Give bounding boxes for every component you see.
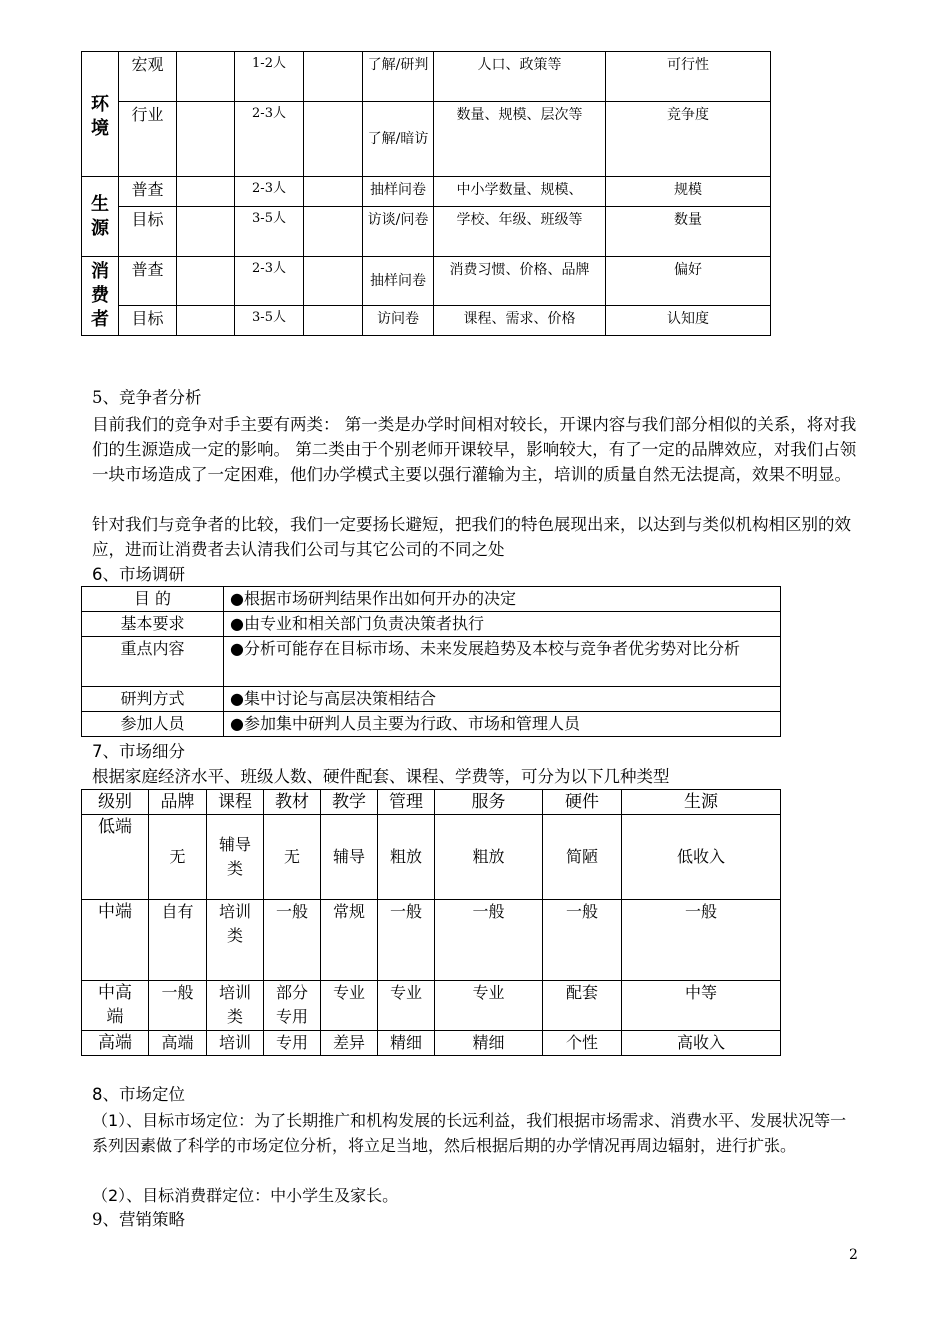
item-cell: 普查: [119, 257, 177, 306]
section8-heading: 8、市场定位: [92, 1085, 185, 1104]
table-cell: 差异: [321, 1031, 378, 1056]
people-cell: 1-2人: [235, 52, 304, 102]
research-label: 目 的: [82, 587, 224, 612]
table-cell: 一般: [622, 900, 781, 981]
table-row: [82, 815, 781, 900]
purpose-cell: 可行性: [606, 52, 771, 102]
research-value: ●集中讨论与高层决策相结合: [224, 687, 781, 712]
item-cell: 普查: [119, 177, 177, 207]
column-header: 管理: [378, 790, 435, 815]
research-value: ●由专业和相关部门负责决策者执行: [224, 612, 781, 637]
table-cell: 简陋: [543, 815, 622, 900]
table-cell: 配套: [543, 981, 622, 1031]
method-cell: 访谈/问卷: [363, 207, 434, 257]
table-row: [82, 257, 771, 306]
section5-heading: 5、竞争者分析: [92, 388, 202, 407]
people-cell: 3-5人: [235, 306, 304, 336]
table-cell: 部分专用: [275, 983, 308, 1026]
table-cell: 专用: [264, 1031, 321, 1056]
level-cell: 中高端: [98, 983, 132, 1027]
content-cell: 数量、规模、层次等: [434, 102, 606, 177]
content-cell: 人口、政策等: [434, 52, 606, 102]
table-row: [82, 687, 781, 712]
table-row: [82, 1031, 781, 1056]
purpose-cell: 数量: [606, 207, 771, 257]
table-cell: 自有: [149, 900, 207, 981]
table-cell: 专业: [378, 981, 435, 1031]
section8-paragraph-2: （2）、目标消费群定位：中小学生及家长。: [92, 1186, 399, 1205]
research-label: 研判方式: [82, 687, 224, 712]
table-row: [82, 306, 771, 336]
table-row: [82, 207, 771, 257]
table-cell: 一般: [543, 900, 622, 981]
content-cell: 消费习惯、价格、品牌: [434, 257, 606, 306]
method-cell: 了解/研判: [363, 52, 434, 102]
item-cell: 行业: [119, 102, 177, 177]
blank-cell: [177, 306, 235, 336]
table-cell: 辅导: [321, 815, 378, 900]
table-cell: 高端: [149, 1031, 207, 1056]
people-cell: 2-3人: [235, 177, 304, 207]
column-header: 服务: [435, 790, 543, 815]
table-cell: 常规: [321, 900, 378, 981]
table-cell: 一般: [149, 981, 207, 1031]
research-label: 基本要求: [82, 612, 224, 637]
table-cell: 一般: [378, 900, 435, 981]
section5-paragraph-1: 目前我们的竞争对手主要有两类： 第一类是办学时间相对较长，开课内容与我们部分相似的关系，将对我们的生源造成一定的影响。 第二类由于个别老师开课较早，影响较大，有了一定的品牌效应，对我们占领一块市场造成了一定困难，他们办学模式主要以强行灌输为主，培训的质量自然无法提高，效果不明显。: [92, 415, 857, 484]
group-cell: 环境: [82, 52, 119, 177]
table-row: [82, 612, 781, 637]
table-cell: 个性: [543, 1031, 622, 1056]
table-cell: 无: [264, 815, 321, 900]
research-scope-table: [81, 51, 771, 336]
people-cell: 2-3人: [235, 257, 304, 306]
table-cell: 高收入: [622, 1031, 781, 1056]
purpose-cell: 认知度: [606, 306, 771, 336]
research-label: 参加人员: [82, 712, 224, 737]
method-cell: 访问卷: [363, 306, 434, 336]
table-cell: 培训类: [218, 983, 251, 1026]
table-cell: 精细: [378, 1031, 435, 1056]
research-label: 重点内容: [82, 637, 224, 687]
research-value: ●分析可能存在目标市场、未来发展趋势及本校与竞争者优劣势对比分析: [224, 637, 781, 687]
level-cell: 高端: [82, 1031, 149, 1056]
research-value: ●根据市场研判结果作出如何开办的决定: [224, 587, 781, 612]
people-cell: 2-3人: [235, 102, 304, 177]
table-cell: 培训类: [218, 902, 251, 945]
column-header: 教材: [264, 790, 321, 815]
column-header: 品牌: [149, 790, 207, 815]
column-header: 级别: [82, 790, 149, 815]
market-research-table: [81, 586, 781, 737]
table-cell: 中等: [622, 981, 781, 1031]
level-cell: 中端: [82, 900, 149, 981]
item-cell: 目标: [119, 207, 177, 257]
table-row: [82, 637, 781, 687]
content-cell: 中小学数量、规模、: [434, 177, 606, 207]
purpose-cell: 偏好: [606, 257, 771, 306]
level-cell: 低端: [82, 815, 149, 900]
research-value: ●参加集中研判人员主要为行政、市场和管理人员: [224, 712, 781, 737]
table-cell: 低收入: [622, 815, 781, 900]
column-header: 课程: [207, 790, 264, 815]
table-row: [82, 52, 771, 102]
item-cell: 目标: [119, 306, 177, 336]
blank-cell: [304, 52, 363, 102]
purpose-cell: 规模: [606, 177, 771, 207]
table-cell: 专业: [321, 981, 378, 1031]
table-cell: 精细: [435, 1031, 543, 1056]
table-row: [82, 981, 781, 1031]
method-cell: 了解/暗访: [363, 102, 434, 177]
blank-cell: [304, 102, 363, 177]
method-cell: 抽样问卷: [363, 177, 434, 207]
table-cell: 一般: [435, 900, 543, 981]
table-row: [82, 712, 781, 737]
table-cell: 无: [149, 815, 207, 900]
table-cell: 粗放: [435, 815, 543, 900]
group-cell: 消费者: [82, 257, 119, 336]
section6-heading: 6、市场调研: [92, 565, 185, 584]
table-cell: 培训: [207, 1031, 264, 1056]
blank-cell: [304, 257, 363, 306]
column-header: 教学: [321, 790, 378, 815]
table-cell: 专业: [435, 981, 543, 1031]
method-cell: 抽样问卷: [363, 257, 434, 306]
blank-cell: [304, 207, 363, 257]
table-row: [82, 900, 781, 981]
section9-heading: 9、营销策略: [92, 1210, 185, 1229]
people-cell: 3-5人: [235, 207, 304, 257]
table-cell: 粗放: [378, 815, 435, 900]
table-row: [82, 587, 781, 612]
page-number: 2: [849, 1247, 858, 1263]
column-header: 硬件: [543, 790, 622, 815]
blank-cell: [177, 207, 235, 257]
section5-paragraph-2: 针对我们与竞争者的比较，我们一定要扬长避短，把我们的特色展现出来，以达到与类似机构相区别的效应，进而让消费者去认清我们公司与其它公司的不同之处: [92, 515, 851, 559]
section7-heading: 7、市场细分: [92, 742, 185, 761]
table-row: [82, 102, 771, 177]
blank-cell: [177, 177, 235, 207]
table-header-row: [82, 790, 781, 815]
section8-paragraph-1: （1）、目标市场定位：为了长期推广和机构发展的长远利益，我们根据市场需求、消费水平、发展状况等一系列因素做了科学的市场定位分析，将立足当地，然后根据后期的办学情况再周边辐射，进行扩张。: [92, 1111, 847, 1155]
market-segmentation-table: [81, 789, 781, 1056]
table-cell: 一般: [264, 900, 321, 981]
table-row: [82, 177, 771, 207]
table-cell: 辅导类: [218, 835, 251, 878]
content-cell: 学校、年级、班级等: [434, 207, 606, 257]
blank-cell: [304, 177, 363, 207]
group-cell: 生源: [82, 177, 119, 257]
content-cell: 课程、需求、价格: [434, 306, 606, 336]
blank-cell: [177, 52, 235, 102]
blank-cell: [177, 102, 235, 177]
section7-intro: 根据家庭经济水平、班级人数、硬件配套、课程、学费等，可分为以下几种类型: [92, 767, 670, 786]
blank-cell: [304, 306, 363, 336]
item-cell: 宏观: [119, 52, 177, 102]
blank-cell: [177, 257, 235, 306]
purpose-cell: 竞争度: [606, 102, 771, 177]
column-header: 生源: [622, 790, 781, 815]
